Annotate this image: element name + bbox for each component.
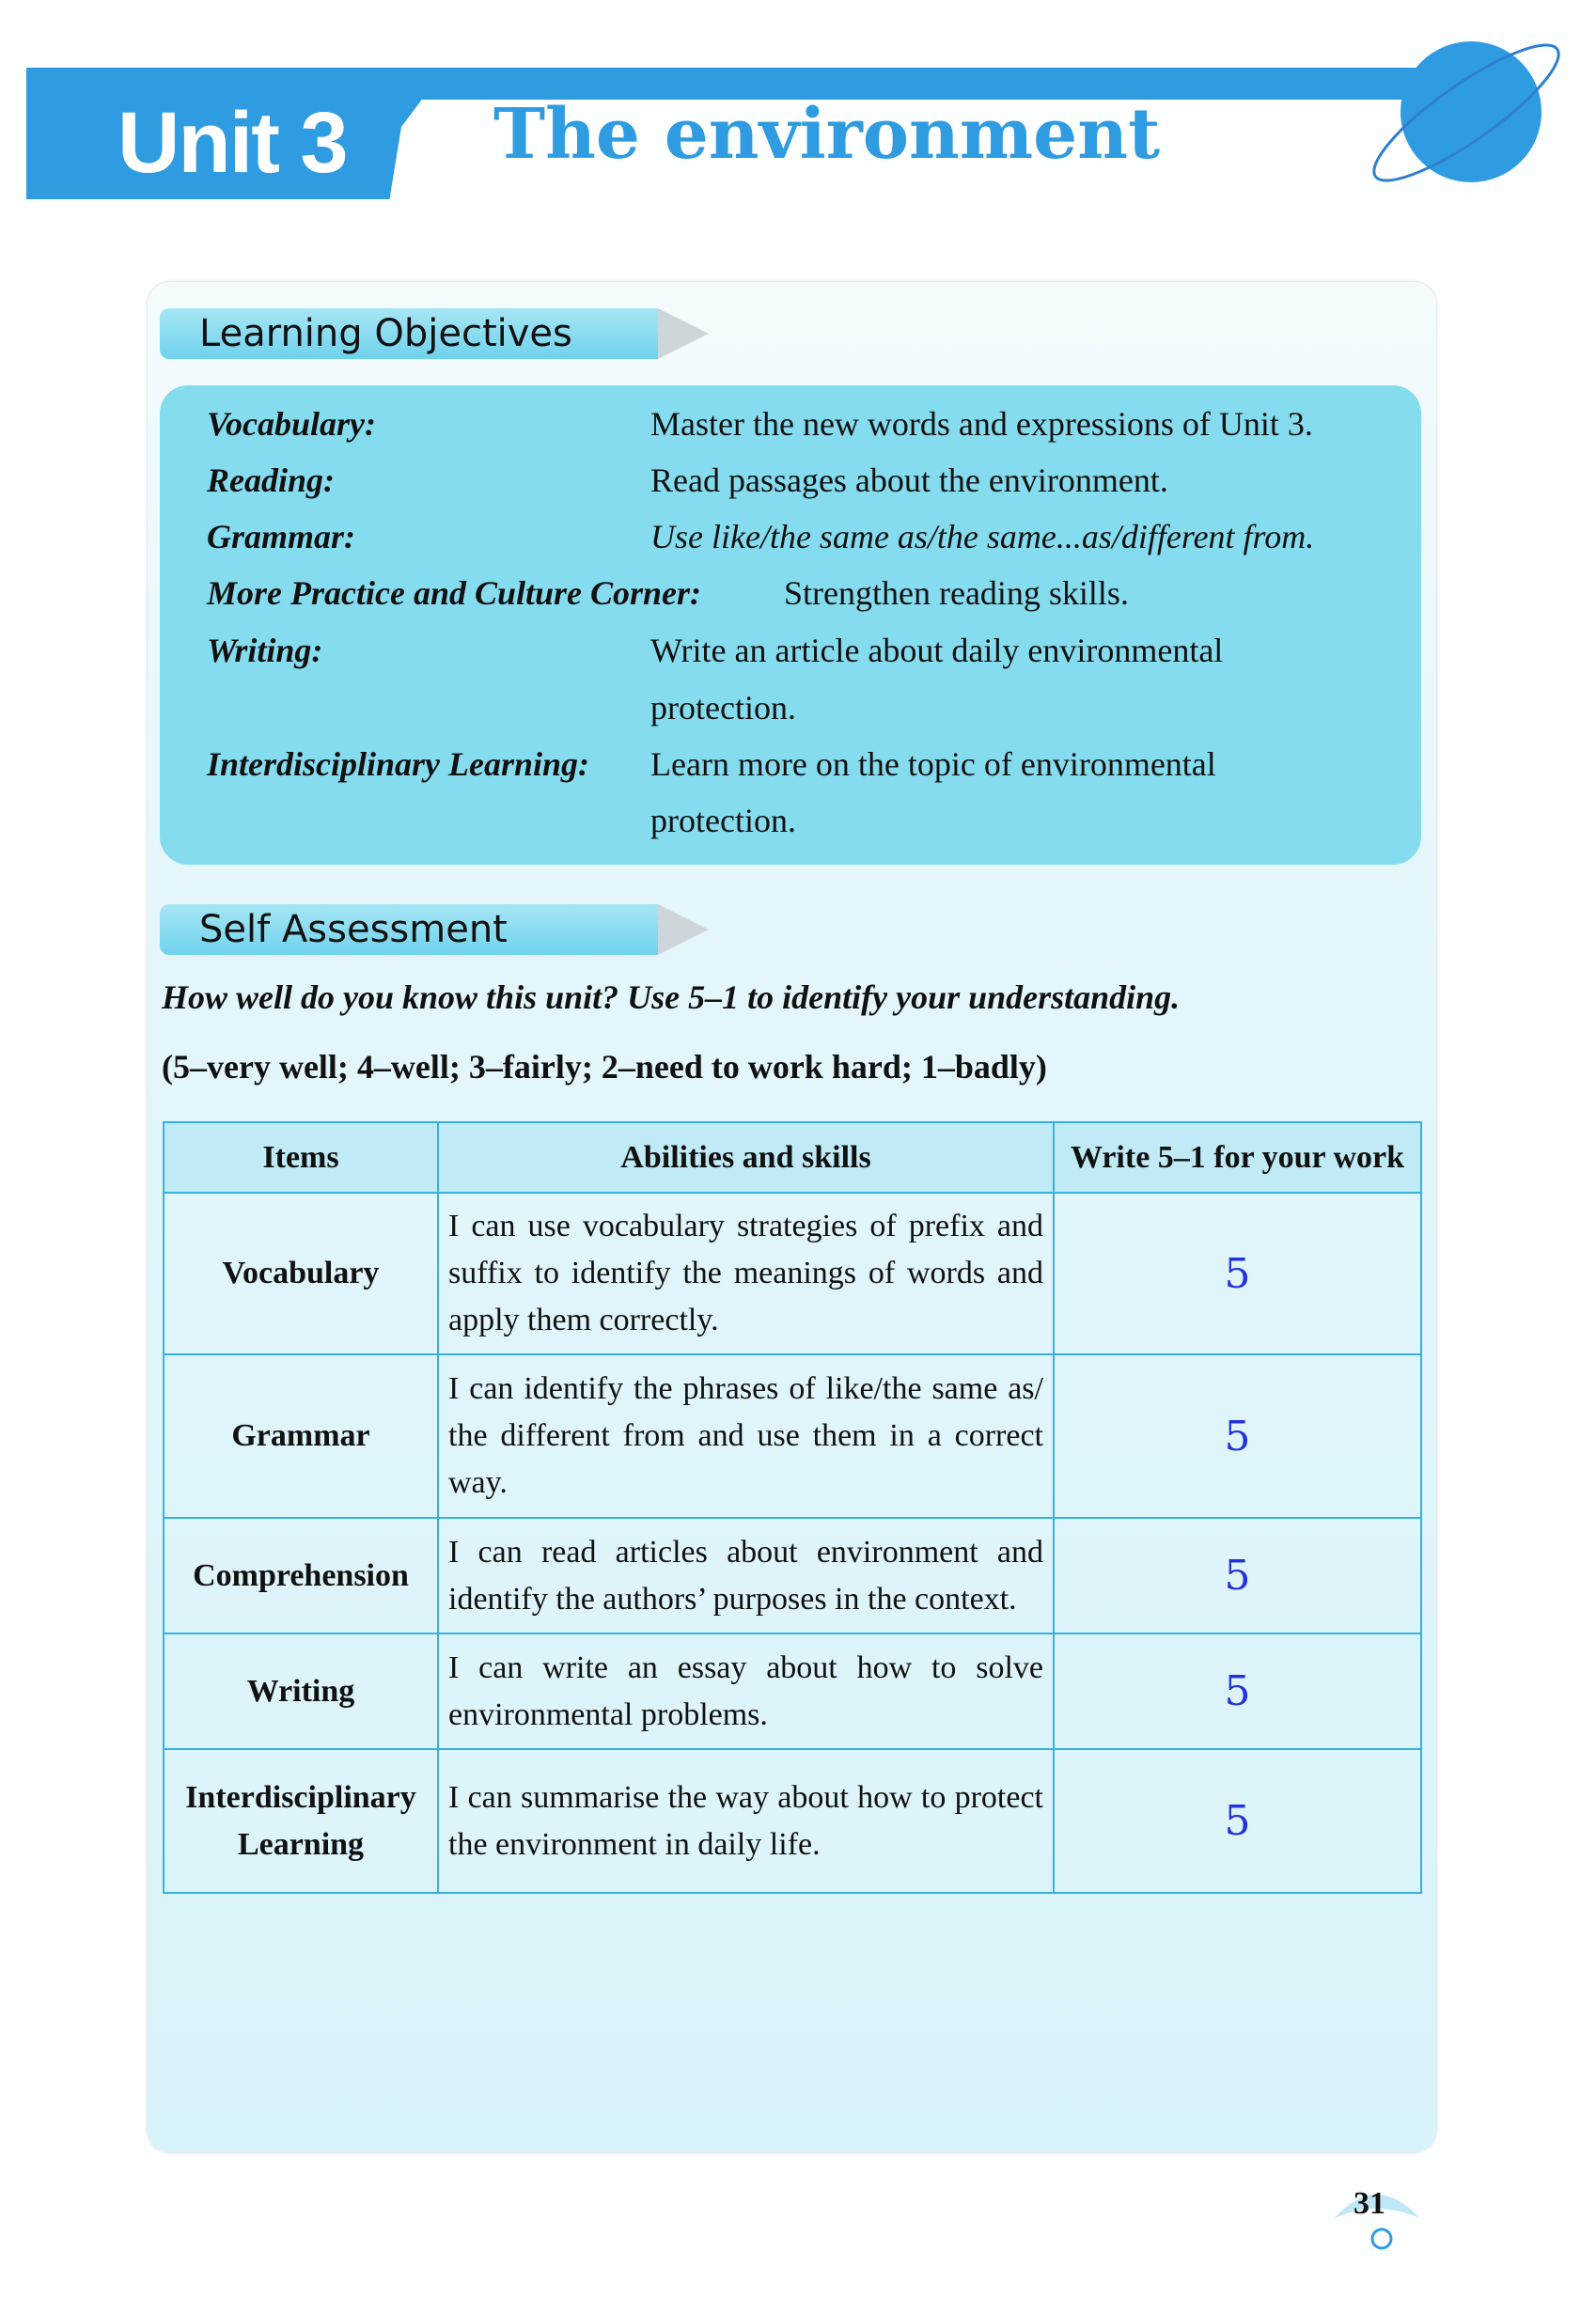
objective-value: Write an article about daily environmental xyxy=(650,632,1224,669)
objectives-box xyxy=(160,385,1421,865)
objective-value: Strengthen reading skills. xyxy=(784,574,1129,612)
ability-cell: I can identify the phrases of like/the same as/ the different from and use them in a correct way. xyxy=(438,1354,1054,1518)
orbit-icon xyxy=(1353,38,1579,188)
score-cell[interactable]: 5 xyxy=(1054,1193,1421,1354)
objective-label: Interdisciplinary Learning: xyxy=(207,745,590,783)
column-header: Items xyxy=(164,1122,438,1193)
table-row xyxy=(164,1749,1421,1893)
table-row xyxy=(164,1193,1421,1354)
objective-value: protection. xyxy=(650,689,796,727)
item-cell: Vocabulary xyxy=(164,1193,438,1354)
self-assessment-table xyxy=(163,1121,1422,1894)
ability-cell: I can read articles about environment and identify the authors’ purposes in the context. xyxy=(438,1518,1054,1633)
objective-label: Writing: xyxy=(207,632,323,669)
score-cell[interactable]: 5 xyxy=(1054,1749,1421,1893)
ability-cell: I can summarise the way about how to protect the environment in daily life. xyxy=(438,1749,1054,1893)
self-assessment-heading: Self Assessment xyxy=(160,904,658,955)
table-header-row xyxy=(164,1122,1421,1193)
objective-value: Read passages about the environment. xyxy=(650,461,1168,499)
column-header: Write 5–1 for your work xyxy=(1054,1122,1421,1193)
ability-cell: I can write an essay about how to solve environmental problems. xyxy=(438,1633,1054,1749)
item-cell: Grammar xyxy=(164,1354,438,1518)
ability-cell: I can use vocabulary strategies of prefix and suffix to identify the meanings of words and apply them correctly. xyxy=(438,1193,1054,1354)
objective-value: Learn more on the topic of environmental xyxy=(650,745,1216,783)
objective-label: Reading: xyxy=(207,461,336,499)
objective-value: Master the new words and expressions of Unit 3. xyxy=(650,405,1313,443)
objective-label: Grammar: xyxy=(207,518,356,555)
objective-label: More Practice and Culture Corner: xyxy=(207,574,702,612)
table-row xyxy=(164,1354,1421,1518)
score-cell[interactable]: 5 xyxy=(1054,1633,1421,1749)
table-row xyxy=(164,1518,1421,1633)
item-cell: Comprehension xyxy=(164,1518,438,1633)
score-cell[interactable]: 5 xyxy=(1054,1354,1421,1518)
page-title: The environment xyxy=(493,94,1161,175)
item-cell: Writing xyxy=(164,1633,438,1749)
table-row xyxy=(164,1633,1421,1749)
objective-value: Use like/the same as/the same...as/different from. xyxy=(650,518,1315,555)
score-cell[interactable]: 5 xyxy=(1054,1518,1421,1633)
item-cell: Interdisciplinary Learning xyxy=(164,1749,438,1893)
learning-objectives-heading: Learning Objectives xyxy=(160,308,658,359)
unit-label: Unit 3 xyxy=(117,95,347,191)
objective-label: Vocabulary: xyxy=(207,405,376,443)
column-header: Abilities and skills xyxy=(438,1122,1054,1193)
objective-value: protection. xyxy=(650,802,796,839)
page-number: 31 xyxy=(1353,2186,1385,2221)
assessment-question: How well do you know this unit? Use 5–1 to identify your understanding. xyxy=(162,978,1181,1016)
assessment-scale: (5–very well; 4–well; 3–fairly; 2–need to work hard; 1–badly) xyxy=(162,1048,1047,1086)
